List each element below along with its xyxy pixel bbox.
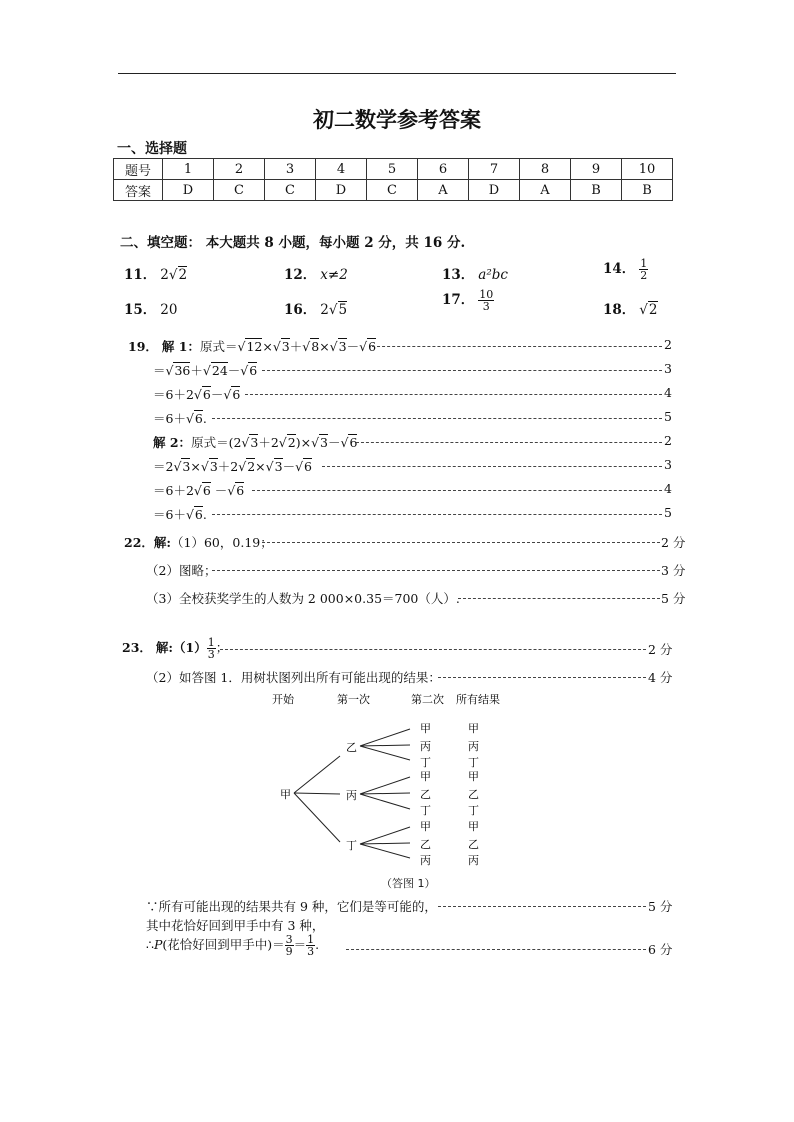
tree-result: 乙 <box>468 788 479 801</box>
tree-result: 甲 <box>468 770 479 783</box>
table-cell: 8 <box>520 159 571 180</box>
table-row <box>114 180 673 201</box>
fill-item-14: 14． $\frac{1}{2}$ <box>603 257 648 282</box>
q23-part-2: （2）如答图 1．用树状图列出所有可能出现的结果： <box>146 670 441 685</box>
tree-node-first: 丙 <box>346 789 357 802</box>
score-mark: 5 分 <box>648 899 673 914</box>
table-cell: 1 <box>163 159 214 180</box>
table-cell: D <box>163 180 214 201</box>
q19-line-5: 解 2：原式＝(2√3＋2√2)×√3－√6 <box>153 435 358 450</box>
tree-node-second: 丙 <box>420 740 431 753</box>
tree-branch <box>360 746 410 760</box>
tree-branch <box>360 777 410 794</box>
fill-item-17: 17． $\frac{10}{3}$ <box>442 288 494 313</box>
score-mark: 4 分 <box>648 670 673 685</box>
tree-branch <box>294 793 340 842</box>
score-mark: 3 <box>664 361 672 376</box>
top-rule <box>118 73 676 74</box>
tree-node-second: 乙 <box>420 838 431 851</box>
score-mark: 4 <box>664 385 672 400</box>
tree-branch <box>360 793 410 794</box>
table-cell: 3 <box>265 159 316 180</box>
tree-branch <box>360 843 410 844</box>
score-leader <box>346 949 646 950</box>
tree-branch <box>294 756 340 793</box>
q23-conclusion-1: ∵所有可能出现的结果共有 9 种，它们是等可能的， <box>146 899 437 914</box>
q22-part-1: 22．解:（1）60，0.19； <box>124 535 273 550</box>
table-cell: B <box>622 180 673 201</box>
tree-node-second: 丁 <box>420 804 431 817</box>
score-leader <box>438 677 646 678</box>
table-cell: C <box>265 180 316 201</box>
tree-branch <box>360 745 410 746</box>
table-row <box>114 159 673 180</box>
table-cell: 2 <box>214 159 265 180</box>
q22-part-2: （2）图略； <box>146 563 217 578</box>
table-cell: 5 <box>367 159 418 180</box>
q19-line-4: ＝6＋√6. <box>153 411 207 426</box>
fill-item-11: 11． 2√2 <box>124 267 188 283</box>
tree-branch <box>294 793 340 794</box>
tree-result: 丁 <box>468 756 479 769</box>
score-leader <box>212 514 662 515</box>
score-leader <box>322 466 662 467</box>
table-cell: 9 <box>571 159 622 180</box>
tree-branch <box>360 729 410 746</box>
fill-item-15: 15． 20 <box>124 302 178 318</box>
table-cell: A <box>520 180 571 201</box>
score-leader <box>356 442 662 443</box>
q19-line-7: ＝6＋2√6 －√6 <box>153 483 245 498</box>
tree-node-second: 甲 <box>420 770 431 783</box>
table-cell: D <box>316 180 367 201</box>
q19-line-6: ＝2√3×√3＋2√2×√3－√6 <box>153 459 312 474</box>
tree-node-second: 丁 <box>420 756 431 769</box>
table-cell: C <box>214 180 265 201</box>
answer-table <box>113 158 673 201</box>
score-leader <box>212 418 662 419</box>
page-title: 初二数学参考答案 <box>313 107 481 132</box>
score-leader <box>262 370 662 371</box>
q19-line-1: 19． 解 1：原式＝√12×√3＋√8×√3－√6 <box>128 339 377 354</box>
tree-diagram <box>240 688 540 888</box>
tree-branch <box>360 827 410 844</box>
q19-line-3: ＝6＋2√6－√6 <box>153 387 241 402</box>
tree-header-second: 第二次 <box>411 693 444 706</box>
tree-header-first: 第一次 <box>337 693 370 706</box>
tree-result: 丁 <box>468 804 479 817</box>
fill-item-12: 12． x≠2 <box>284 267 348 283</box>
table-cell: 10 <box>622 159 673 180</box>
tree-node-first: 丁 <box>346 839 357 852</box>
tree-node-root: 甲 <box>280 788 291 801</box>
score-mark: 2 分 <box>648 642 673 657</box>
q19-line-2: ＝√36＋√24－√6 <box>153 363 258 378</box>
score-mark: 6 分 <box>648 942 673 957</box>
score-leader <box>212 570 660 571</box>
score-mark: 2 分 <box>661 535 686 550</box>
score-mark: 2 <box>664 433 672 448</box>
figure-caption: （答图 1） <box>381 877 436 890</box>
fill-item-13: 13． a²bc <box>442 267 508 283</box>
q22-part-3: （3）全校获奖学生的人数为 2 000×0.35＝700（人）. <box>146 591 460 606</box>
q19-line-8: ＝6＋√6. <box>153 507 207 522</box>
section2-heading: 二、填空题： 本大题共 8 小题，每小题 2 分，共 16 分. <box>120 235 466 251</box>
score-mark: 3 分 <box>661 563 686 578</box>
score-mark: 5 <box>664 409 672 424</box>
table-cell: B <box>571 180 622 201</box>
tree-node-second: 甲 <box>420 722 431 735</box>
q23-part-1: 23． 解:（1） $\frac{1}{3}$ ； <box>122 636 229 661</box>
score-leader <box>438 906 646 907</box>
tree-result: 乙 <box>468 838 479 851</box>
fill-item-18: 18． √2 <box>603 302 658 318</box>
tree-branch <box>360 794 410 809</box>
table-cell: C <box>367 180 418 201</box>
score-mark: 4 <box>664 481 672 496</box>
table-cell: 6 <box>418 159 469 180</box>
score-mark: 5 <box>664 505 672 520</box>
q23-conclusion-2: 其中花恰好回到甲手中有 3 种， <box>146 918 325 933</box>
score-leader <box>262 542 660 543</box>
score-leader <box>372 346 662 347</box>
score-leader <box>220 649 646 650</box>
tree-result: 甲 <box>468 820 479 833</box>
tree-header-results: 所有结果 <box>456 693 500 706</box>
table-cell: A <box>418 180 469 201</box>
score-leader <box>245 394 662 395</box>
tree-header-start: 开始 <box>272 693 294 706</box>
section1-heading: 一、选择题 <box>117 141 187 157</box>
score-leader <box>252 490 662 491</box>
tree-node-second: 乙 <box>420 788 431 801</box>
fill-item-16: 16． 2√5 <box>284 302 348 318</box>
score-mark: 3 <box>664 457 672 472</box>
table-cell: 4 <box>316 159 367 180</box>
tree-node-second: 甲 <box>420 820 431 833</box>
table-cell: 7 <box>469 159 520 180</box>
tree-result: 丙 <box>468 854 479 867</box>
score-mark: 2 <box>664 337 672 352</box>
score-leader <box>458 598 660 599</box>
tree-result: 丙 <box>468 740 479 753</box>
score-mark: 5 分 <box>661 591 686 606</box>
table-cell: D <box>469 180 520 201</box>
table-cell: 答案 <box>114 180 163 201</box>
table-cell: 题号 <box>114 159 163 180</box>
tree-node-second: 丙 <box>420 854 431 867</box>
q23-conclusion-3: ∴P(花恰好回到甲手中)＝ $\frac{3}{9}$ ＝ $\frac{1}{3}$ . <box>146 933 320 958</box>
tree-node-first: 乙 <box>346 741 357 754</box>
tree-branch <box>360 844 410 858</box>
tree-result: 甲 <box>468 722 479 735</box>
